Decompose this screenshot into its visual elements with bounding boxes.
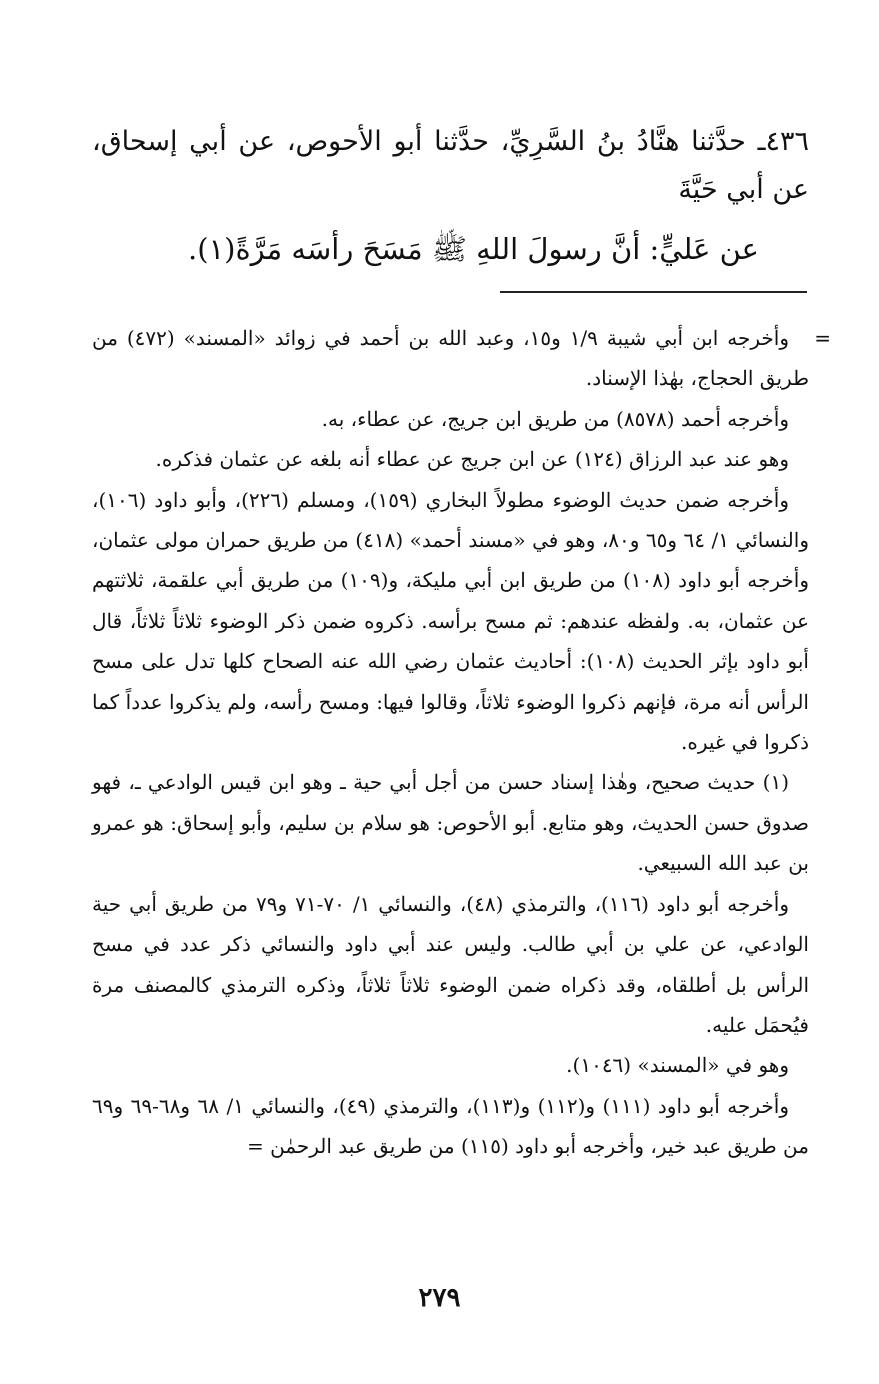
footnote-separator: [500, 291, 807, 293]
page-number: ٢٧٩: [418, 1283, 461, 1313]
footnote-paragraph: وأخرجه ضمن حديث الوضوء مطولاً البخاري (١٥٩)، ومسلم (٢٢٦)، وأبو داود (١٠٦)، والنسائي ١/ ٦٤ و٦٥ و٨٠، وهو في «مسند أحمد» (٤١٨) من طريق حمران مولى عثمان، وأخرجه أبو داود (١٠٨) من طريق ابن أبي مليكة، و(١٠٩) من طريق أبي علقمة، ثلاثتهم عن عثمان، به. ولفظه عندهم: ثم مسح برأسه. ذكروه ضمن ذكر الوضوء ثلاثاً ثلاثاً، قال أبو داود بإثر الحديث (١٠٨): أحاديث عثمان رضي الله عنه الصحاح كلها تدل على مسح الرأس أنه مرة، فإنهم ذكروا الوضوء ثلاثاً، وقالوا فيها: ومسح رأسه، ولم يذكروا عدداً كما ذكروا في غيره.: [92, 487, 810, 755]
footnote-paragraph: وأخرجه أبو داود (١١٦)، والترمذي (٤٨)، والنسائي ١/ ٧٠-٧١ و٧٩ من طريق أبي حية الوادعي، عن علي بن أبي طالب. وليس عند أبي داود والنسائي ذكر عدد في مسح الرأس بل أطلقاه، وقد ذكراه ضمن الوضوء ثلاثاً ثلاثاً، وذكره الترمذي كالمصنف مرة فيُحمَل عليه.: [92, 891, 809, 1037]
footnote-1: (١) حديث صحيح، وهٰذا إسناد حسن من أجل أبي حية ـ وهو ابن قيس الوادعي ـ، فهو صدوق حسن الحديث، وهو متابع. أبو الأحوص: هو سلام بن سليم، وأبو إسحاق: هو عمرو بن عبد الله السبيعي.: [92, 770, 809, 876]
footnote-paragraph: وأخرجه ابن أبي شيبة ١/٩ و١٥، وعبد الله بن أحمد في زوائد «المسند» (٤٧٢) من طريق الحجاج، بهٰذا الإسناد.: [92, 326, 809, 391]
footnote-paragraph: وأخرجه أحمد (٨٥٧٨) من طريق ابن جريج، عن عطاء، به.: [321, 406, 789, 431]
footnote-paragraph: وهو عند عبد الرزاق (١٢٤) عن ابن جريج عن عطاء أنه بلغه عن عثمان فذكره.: [155, 447, 789, 472]
footnote-paragraph: وهو في «المسند» (١٠٤٦).: [566, 1053, 789, 1078]
footnotes: [92, 318, 809, 1167]
hadith-isnad: ٤٣٦ـ حدَّثنا هنَّادُ بنُ السَّرِيِّ، حدَّثنا أبو الأحوص، عن أبي إسحاق، عن أبي حَيَّةَ: [92, 126, 809, 205]
hadith-matn: عن عَليٍّ: أنَّ رسولَ اللهِ ﷺ مَسَحَ رأسَه مَرَّةً(١).: [188, 232, 759, 266]
footnote-paragraph: وأخرجه أبو داود (١١١) و(١١٢) و(١١٣)، والترمذي (٤٩)، والنسائي ١/ ٦٨ و٦٨-٦٩ و٦٩ من طريق عبد خير، وأخرجه أبو داود (١١٥) من طريق عبد الرحمٰن =: [92, 1093, 809, 1159]
continuation-mark-start: =: [814, 326, 831, 350]
